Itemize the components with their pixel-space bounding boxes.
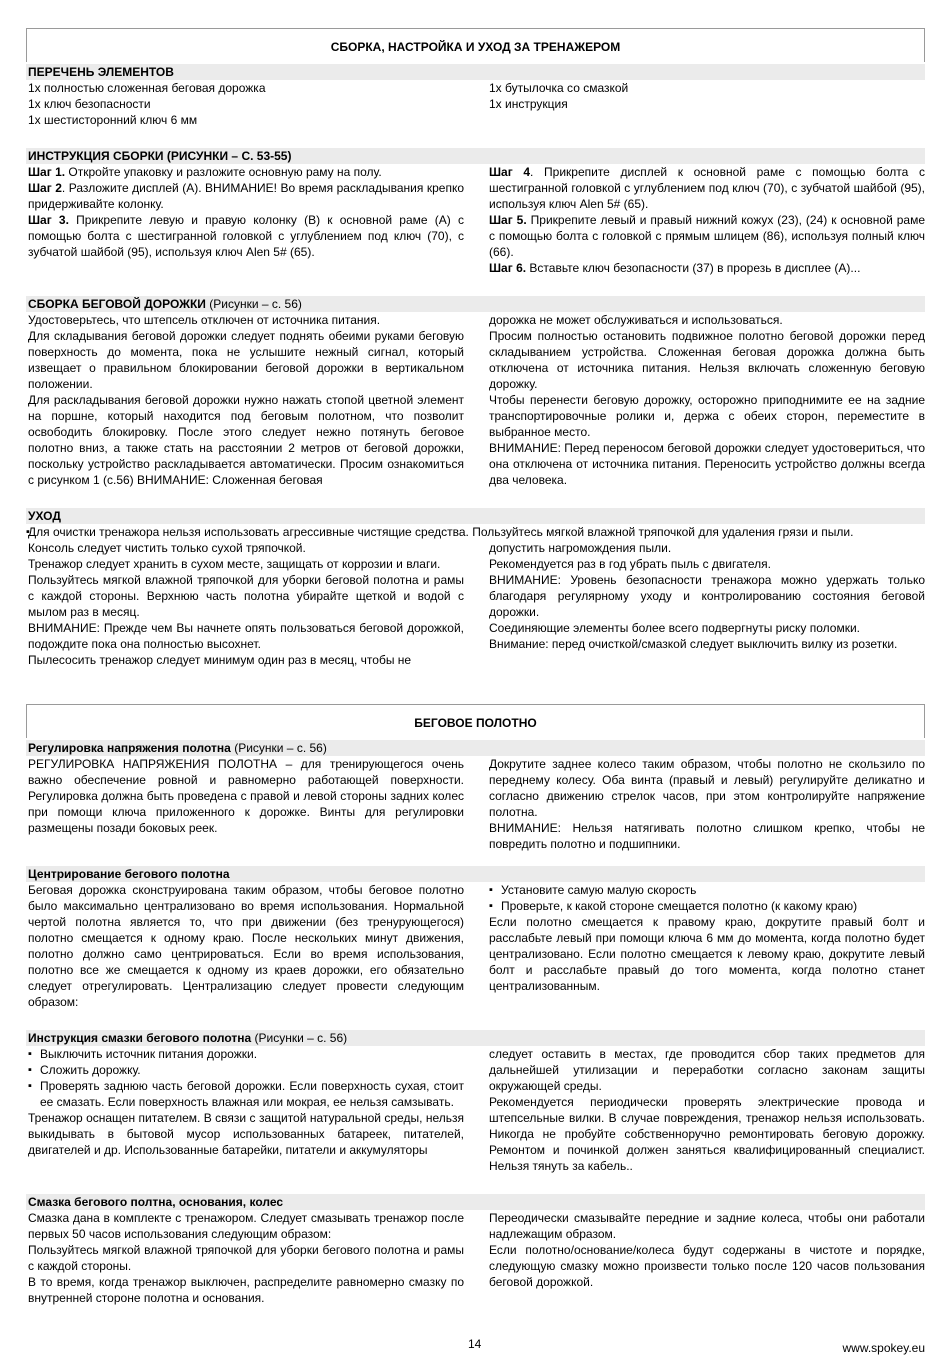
step-5: Шаг 5. Прикрепите левый и правый нижний кожух (23), (24) к основной раме с помощью болта с головкой с прямым шлицем (86), используя полный ключ (66). (489, 213, 925, 259)
step-4: Шаг 4. Прикрепите дисплей к основной раме с помощью болта с шестигранной головкой с углублением под ключ (70), с зубчатой шайбой (95), используя ключ Alen 5# (65). (489, 165, 925, 211)
step-2: Шаг 2. Разложите дисплей (А). ВНИМАНИЕ! Во время раскладывания крепко придерживайте колонку. (28, 181, 465, 211)
heading-grease: Смазка бегового полтна, основания, колес (26, 1194, 925, 1210)
page-number: 14 (468, 1337, 482, 1351)
step-3: Шаг 3. Прикрепите левую и правую колонку (B) к основной раме (A) с помощью болта с шестигранной головкой с углублением под ключ (70), с зубчатой шайбой (95), используя ключ Alen 5# (65). (28, 213, 464, 259)
care-text: Консоль следует чистить только сухой тряпочкой. Тренажор следует хранить в сухом месте, защищать от коррозии и влаги. Пользуйтесь мягкой влажной тряпочкой для уборки беговой полотна и рамы с каждой стороны. Верхнюю часть полотна убирайте щеткой и водой с мылом раз в месяц. ВНИМАНИЕ: Прежде чем Вы начнете опять пользоваться беговой дорожкой, подождите пока она полностью высохнет. Пылесосить тренажор следует минимум один раз в месяц, чтобы не допустить нагромождения пыли. Рекомендуется раз в год убрать пыль с двигателя. ВНИМАНИЕ: Уровень безопасности тренажора можно удержать только благодаря регулярному уходу и контролированию состояния беговой дорожки. Соединяющие элементы более всего подвергнуты риску поломки. Внимание: перед очисткой/смазкой следует выключить вилку из розетки. (28, 541, 925, 667)
section-banner-assembly: СБОРКА, НАСТРОЙКА И УХОД ЗА ТРЕНАЖЕРОМ (26, 28, 925, 62)
heading-treadmill-assembly: СБОРКА БЕГОВОЙ ДОРОЖКИ (Рисунки – с. 56) (26, 296, 925, 312)
assembly-steps-right (489, 164, 925, 276)
treadmill-assembly-text: Удостоверьтесь, что штепсель отключен от источника питания. Для складывания беговой дорожки следует поднять обеими руками беговую поверхность до момента, пока не услышите нежный сигнал, который извещает о правильном блокировании беговой дорожки в вертикальном положении. Для раскладывания беговой дорожки нужно нажать стопой цветной элемент на поршне, который находится под беговым полотном, что позволит освободить блокировку. После этого следует нежно потянуть беговое полотно вниз, а также стать на расстоянии 2 метров от беговой дорожки, поскольку устройство раскладывается автоматически. Просим ознакомиться с рисунком 1 (с.56) ВНИМАНИЕ: Сложенная беговая дорожка не может обслуживаться и использоваться. Просим полностью остановить подвижное полотно беговой дорожки перед складыванием устройства. Сложенная беговая дорожка должна быть отключена от источника питания. Нельзя включать сложенную беговую дорожку. Чтобы перенести беговую дорожку, осторожно приподнимите ее на задние транспортировочные ролики и, держа с обеих сторон, переместите в выбранное место. ВНИМАНИЕ: Перед переносом беговой дорожки следует удостовериться, что она отключена от источника питания. Переносить устройство должны всегда два человека. (28, 313, 925, 487)
centering-text: Беговая дорожка сконструирована таким образом, чтобы беговое полотно было максимально централизовано во время использования. Нормальной чертой полотна является то, что при движении (без тренурующегося) полотно смещается к одному краю. После нескольких минут движения, полотно должно само центрироваться. Если во время использования, полотно все же смещается к одному из краев дорожки, его обязательно следует отрегулировать. Централизацию следует провести следующим образом: ▪ Установите самую малую скорость ▪ Проверьте, к какой стороне смещается полотно (к какому краю) Если полотно смещается к правому краю, докрутите правый болт и расслабьте левый при помощи ключа 6 мм до момента, когда полотно будет централизовано. Если полотно смещается к левому краю, докрутите левый болт и расслабьте правый до того момента, когда полотно станет централизованным. (26, 882, 925, 1010)
heading-care: УХОД (26, 508, 925, 524)
parts-list-right: 1x бутылочка со смазкой 1x инструкция (489, 81, 629, 111)
section-banner-belt: БЕГОВОЕ ПОЛОТНО (26, 704, 925, 738)
assembly-steps-left (28, 164, 464, 276)
document-page (26, 28, 925, 1306)
heading-centering: Центрирование бегового полотна (26, 866, 925, 882)
heading-parts-list: ПЕРЕЧЕНЬ ЭЛЕМЕНТОВ (26, 64, 925, 80)
care-bullet: ▪ Для очистки тренажора нельзя использовать агрессивные чистящие средства. Пользуйтесь мягкой влажной тряпочкой для удаления грязи и пыли. (26, 524, 925, 540)
grease-text: Смазка дана в комплекте с тренажором. Следует смазывать тренажор после первых 50 часов использования следующим образом: Пользуйтесь мягкой влажной тряпочкой для уборки бегового полотна и рамы с каждой стороны. В то время, когда тренажор выключен, распределите равномерно смазку по внутренней стороне полотна и основания. Переодически смазывайте передние и задние колеса, чтобы они работали надлежащим образом. Если полотно/основание/колеса будут содержаны в чистоте и порядке, следующую смазку можно произвести только после 120 часов пользования беговой дорожкой. (28, 1211, 925, 1305)
lubrication-text: ▪ Выключить источник питания дорожки. ▪ Сложить дорожку. ▪ Проверять заднюю часть беговой дорожки. Если поверхность сухая, стоит ее смазать. Если поверхность влажная или мокрая, ее нельзя самзывать. Тренажор оснащен питателем. В связи с защитой натуральной среды, нельзя выкидывать в бытовой мусор использованных батареек, питателей, двигателей и др. Использованные батарейки, питатели и аккумуляторы следует оставить в местах, где проводится сбор таких предметов для дальнейшей утилизации и переработки согласно законам защиты окружающей среды. Рекомендуется периодически проверять электрические провода и штепсельные вилки. В случае повреждения, тренажор нельзя использовать. Никогда не пробуйте собственноручно ремонтировать беговую дорожку. Ремонтом и починкой должен заняться квалифицированный специалист. Нельзя тянуть за кабель.. (26, 1046, 925, 1174)
tension-text: РЕГУЛИРОВКА НАПРЯЖЕНИЯ ПОЛОТНА – для тренирующегося очень важно обеспечение ровной и равномерно работающей поверхности. Регулировка должна быть проведена с правой и левой стороны задних колес при помощи ключа приложенного к дорожке. Винты для регулировки размещены позади боковых реек. Докрутите заднее колесо таким образом, чтобы полотно не скользило по переднему колесу. Оба винта (правый и левый) регулируйте деликатно и согласно движению стрелок часов, при этом контролируйте напряжение полотна. ВНИМАНИЕ: Нельзя натягивать полотно слишком крепко, чтобы не повредить полотно и подшипники. (28, 757, 925, 851)
step-1: Шаг 1. Откройте упаковку и разложите основную раму на полу. (28, 165, 382, 179)
assembly-steps (26, 164, 925, 276)
parts-list (26, 80, 925, 128)
parts-list-left: 1x полностью сложенная беговая дорожка 1x ключ безопасности 1x шестисторонний ключ 6 мм (28, 81, 266, 127)
step-6: Шаг 6. Вставьте ключ безопасности (37) в прорезь в дисплее (A)... (489, 261, 861, 275)
heading-tension: Регулировка напряжения полотна (Рисунки – с. 56) (26, 740, 925, 756)
heading-assembly-instructions: ИНСТРУКЦИЯ СБОРКИ (РИСУНКИ – С. 53-55) (26, 148, 925, 164)
footer-url: www.spokey.eu (842, 1341, 925, 1355)
heading-lubrication: Инструкция смазки бегового полотна (Рисунки – с. 56) (26, 1030, 925, 1046)
